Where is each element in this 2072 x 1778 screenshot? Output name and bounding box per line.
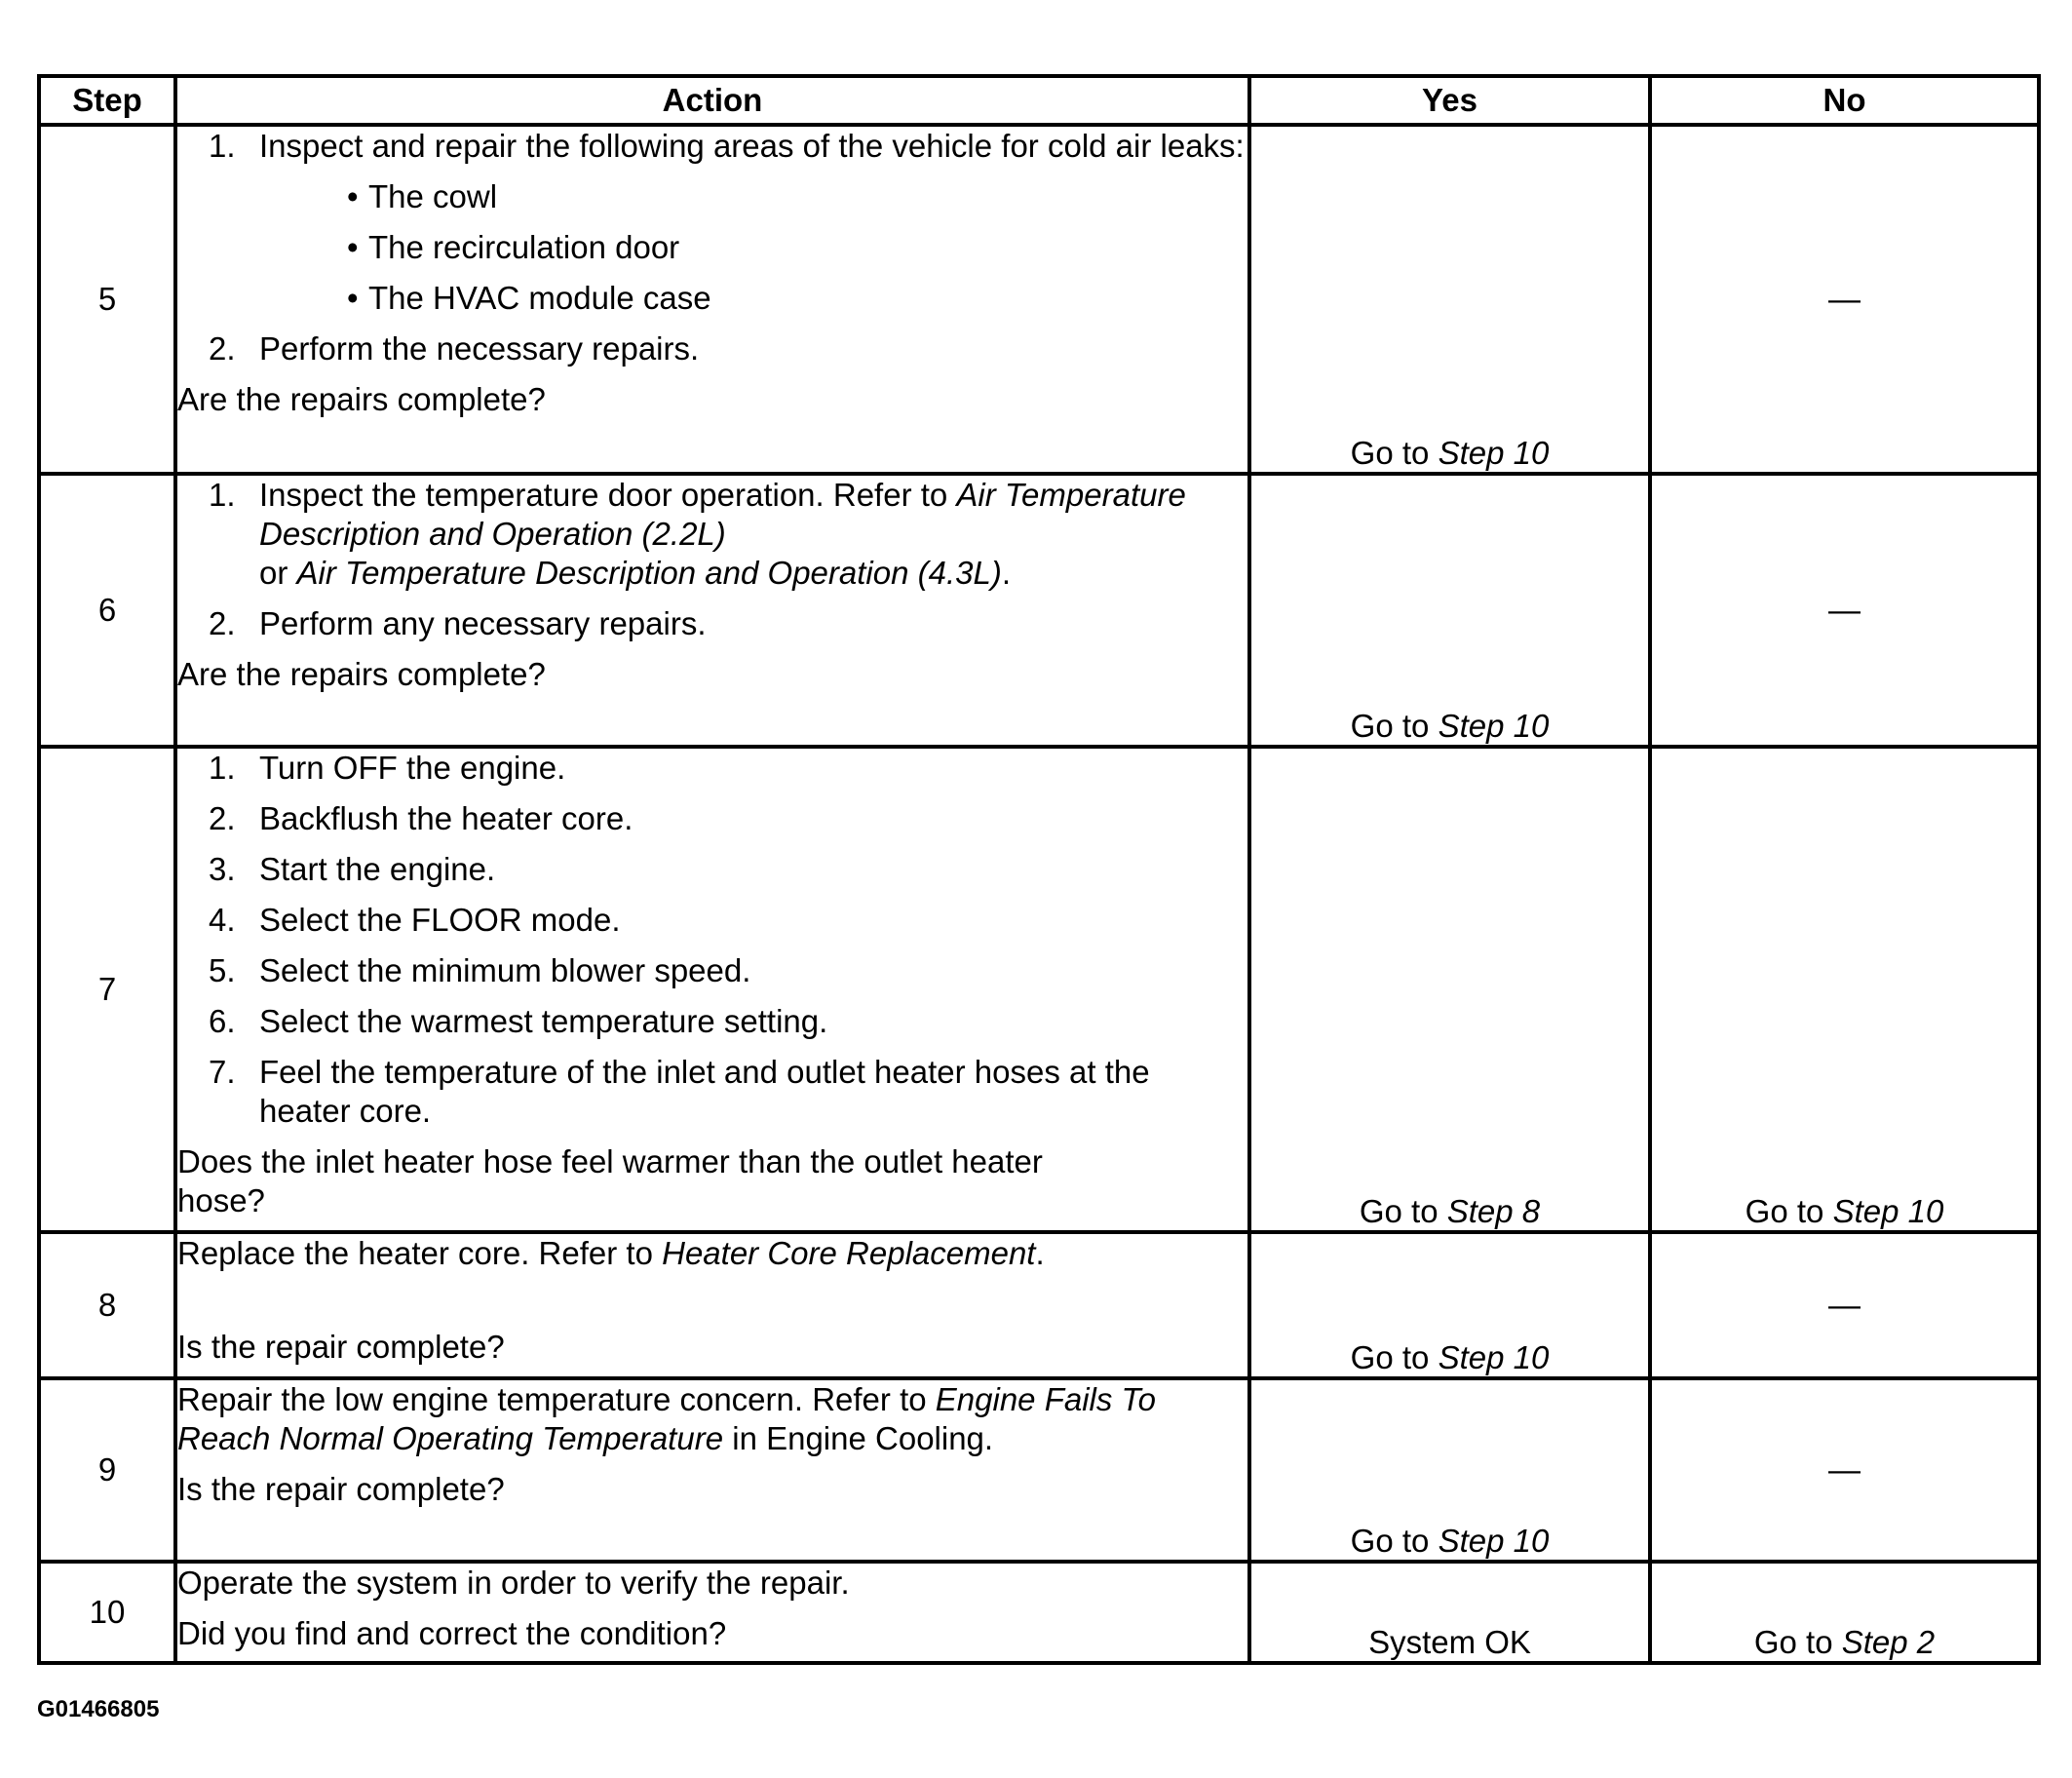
no-cell: [1650, 474, 2039, 747]
item-text: Perform the necessary repairs.: [259, 330, 700, 367]
question-text: Does the inlet heater hose feel warmer than the outlet heater hose?: [177, 1143, 1043, 1218]
list-item: [177, 799, 1247, 838]
item-number: 5.: [209, 952, 236, 988]
step-number: 9: [39, 1378, 175, 1562]
table-row: [39, 1378, 2039, 1562]
no-prefix: Go to: [1753, 1624, 1842, 1660]
action-text: [177, 1380, 1247, 1458]
action-text-end: .: [1035, 1235, 1045, 1271]
no-dash: —: [1828, 281, 1861, 317]
action-cell: [175, 1232, 1249, 1378]
item-text: Backflush the heater core.: [259, 800, 633, 836]
question-text: Are the repairs complete?: [177, 656, 546, 692]
list-item: [177, 951, 1247, 990]
yes-prefix: Go to: [1350, 435, 1439, 471]
yes-step-link[interactable]: Step 10: [1438, 435, 1550, 471]
yes-cell: [1249, 1562, 1650, 1663]
yes-step-link[interactable]: Step 10: [1438, 1339, 1550, 1375]
item-number: 2.: [209, 800, 236, 836]
bullet-item: [259, 228, 1247, 267]
question-text: Is the repair complete?: [177, 1329, 505, 1365]
no-dash: —: [1828, 592, 1861, 628]
header-yes: Yes: [1249, 76, 1650, 125]
item-number: 4.: [209, 902, 236, 938]
yes-prefix: Go to: [1350, 1339, 1439, 1375]
action-cell: [175, 1562, 1249, 1663]
item-number: 3.: [209, 851, 236, 887]
item-number: 7.: [209, 1054, 236, 1090]
step-number: 7: [39, 747, 175, 1232]
action-text: Operate the system in order to verify the repair.: [177, 1565, 850, 1601]
no-dash: —: [1828, 1451, 1861, 1488]
yes-cell: [1249, 1232, 1650, 1378]
yes-cell: [1249, 474, 1650, 747]
header-action: Action: [175, 76, 1249, 125]
no-prefix: Go to: [1745, 1193, 1833, 1229]
item-text: Feel the temperature of the inlet and outlet heater hoses at the heater core.: [259, 1054, 1150, 1129]
table-row: [39, 1562, 2039, 1663]
yes-prefix: Go to: [1350, 708, 1439, 744]
bullet-text: The HVAC module case: [368, 280, 711, 316]
reference-link[interactable]: Engine Fails To Reach Normal Operating Temperature: [177, 1381, 1157, 1456]
yes-prefix: Go to: [1350, 1523, 1439, 1559]
reference-link[interactable]: Air Temperature Description and Operation (4.3L): [296, 555, 1002, 591]
yes-prefix: Go to: [1359, 1193, 1447, 1229]
item-text: Select the FLOOR mode.: [259, 902, 621, 938]
list-item: [177, 1053, 1247, 1131]
action-list: [177, 749, 1247, 1131]
action-cell: [175, 125, 1249, 474]
table-row: [39, 125, 2039, 474]
action-list: [177, 127, 1247, 368]
action-text-lead: Repair the low engine temperature concern. Refer to: [177, 1381, 936, 1417]
question-text: Is the repair complete?: [177, 1471, 505, 1507]
bullet-icon: •: [347, 229, 359, 265]
no-cell: [1650, 1562, 2039, 1663]
action-list: [177, 476, 1247, 643]
item-number: 1.: [209, 477, 236, 513]
list-item: [177, 604, 1247, 643]
item-text: Select the minimum blower speed.: [259, 952, 751, 988]
no-step-link[interactable]: Step 10: [1832, 1193, 1944, 1229]
no-cell: [1650, 125, 2039, 474]
step-number: 8: [39, 1232, 175, 1378]
no-dash: —: [1828, 1287, 1861, 1323]
table-row: [39, 474, 2039, 747]
no-cell: [1650, 1232, 2039, 1378]
reference-link[interactable]: Air Temperature Description and Operation (2.2L): [259, 477, 1186, 552]
no-cell: [1650, 1378, 2039, 1562]
step-number: 5: [39, 125, 175, 474]
list-item: [177, 476, 1247, 593]
item-number: 1.: [209, 750, 236, 786]
yes-cell: [1249, 125, 1650, 474]
bullet-item: [259, 177, 1247, 216]
item-number: 6.: [209, 1003, 236, 1039]
header-no: No: [1650, 76, 2039, 125]
bullet-text: The cowl: [368, 178, 498, 214]
yes-cell: [1249, 747, 1650, 1232]
bullet-item: [259, 279, 1247, 318]
bullet-icon: •: [347, 178, 359, 214]
no-step-link[interactable]: Step 2: [1841, 1624, 1936, 1660]
yes-step-link[interactable]: Step 10: [1438, 1523, 1550, 1559]
header-row: [39, 76, 2039, 125]
item-text: Turn OFF the engine.: [259, 750, 566, 786]
list-item: [177, 850, 1247, 889]
item-number: 2.: [209, 330, 236, 367]
yes-cell: [1249, 1378, 1650, 1562]
bullet-list: [259, 177, 1247, 318]
item-text: Start the engine.: [259, 851, 496, 887]
yes-result: System OK: [1368, 1624, 1531, 1660]
action-text: [177, 1234, 1247, 1273]
step-number: 10: [39, 1562, 175, 1663]
list-item: [177, 749, 1247, 788]
action-text-end: in Engine Cooling.: [723, 1420, 994, 1456]
list-item: [177, 901, 1247, 940]
yes-step-link[interactable]: Step 8: [1446, 1193, 1541, 1229]
yes-step-link[interactable]: Step 10: [1438, 708, 1550, 744]
action-cell: [175, 747, 1249, 1232]
figure-id: G01466805: [37, 1696, 160, 1722]
item-text-end: .: [1001, 555, 1011, 591]
bullet-text: The recirculation door: [368, 229, 680, 265]
bullet-icon: •: [347, 280, 359, 316]
diagnostic-table: [37, 74, 2041, 1665]
action-cell: [175, 1378, 1249, 1562]
no-cell: [1650, 747, 2039, 1232]
item-text: Inspect the temperature door operation. Refer to: [259, 477, 957, 513]
reference-link[interactable]: Heater Core Replacement: [662, 1235, 1036, 1271]
list-item: [177, 329, 1247, 368]
list-item: [177, 127, 1247, 318]
item-number: 1.: [209, 128, 236, 164]
action-cell: [175, 474, 1249, 747]
item-text-or: or: [259, 555, 297, 591]
item-text: Select the warmest temperature setting.: [259, 1003, 828, 1039]
item-text: Perform any necessary repairs.: [259, 605, 707, 641]
item-number: 2.: [209, 605, 236, 641]
header-step: Step: [39, 76, 175, 125]
question-text: Are the repairs complete?: [177, 381, 546, 417]
question-text: Did you find and correct the condition?: [177, 1615, 727, 1651]
list-item: [177, 1002, 1247, 1041]
table-row: [39, 747, 2039, 1232]
action-text-lead: Replace the heater core. Refer to: [177, 1235, 663, 1271]
table-row: [39, 1232, 2039, 1378]
step-number: 6: [39, 474, 175, 747]
item-text: Inspect and repair the following areas of the vehicle for cold air leaks:: [259, 128, 1245, 164]
